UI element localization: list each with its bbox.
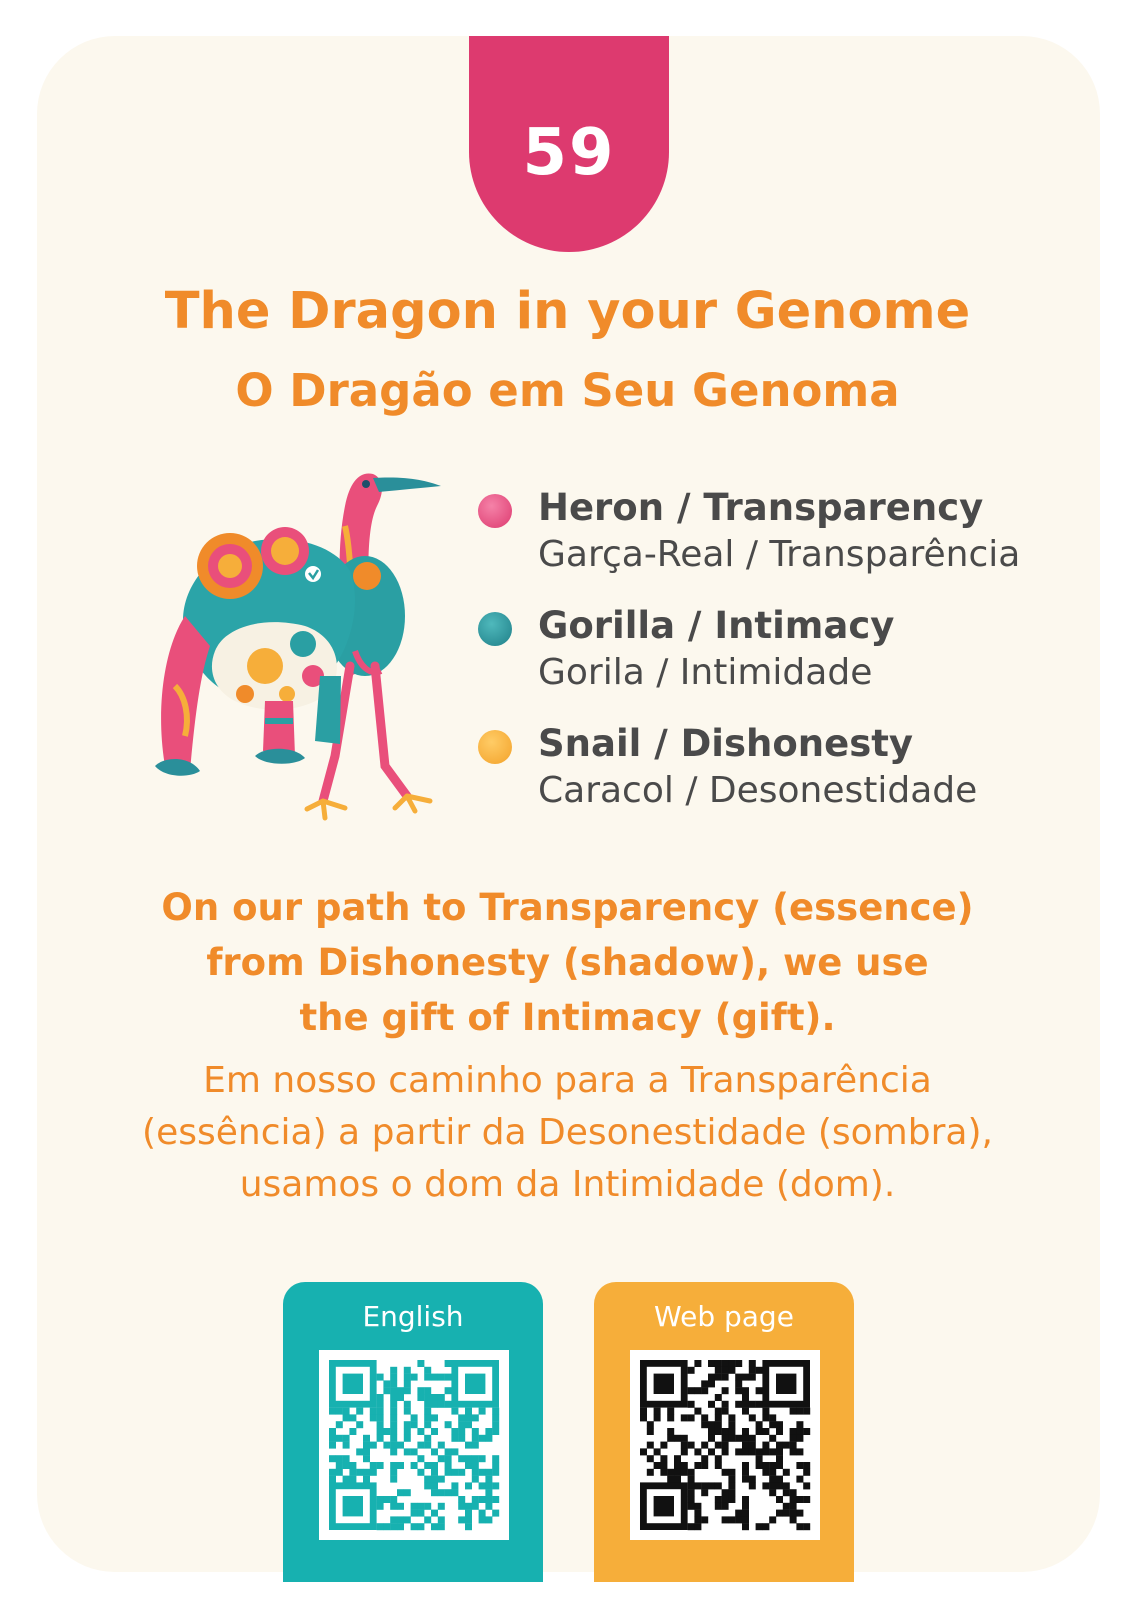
web-page-qr-card[interactable]	[594, 1282, 854, 1582]
legend-gorilla-en: Gorilla / Intimacy	[538, 604, 895, 647]
english-qr-card[interactable]	[283, 1282, 543, 1582]
pink-dot-icon	[478, 494, 512, 528]
orange-dot-icon	[478, 730, 512, 764]
legend-item-gorilla	[478, 602, 1078, 720]
card-number-tab	[469, 36, 669, 252]
web-page-qr-code-icon[interactable]	[630, 1350, 820, 1540]
legend-snail-en: Snail / Dishonesty	[538, 722, 914, 765]
legend-item-snail	[478, 720, 1078, 838]
description-en-line: the gift of Intimacy (gift).	[299, 996, 836, 1039]
web-page-qr-label: Web page	[654, 1300, 794, 1333]
description-pt-line: Em nosso caminho para a Transparência	[203, 1060, 932, 1101]
legend-heron-en: Heron / Transparency	[538, 486, 984, 529]
legend-heron-pt: Garça-Real / Transparência	[538, 534, 1021, 575]
description-pt-line: usamos o dom da Intimidade (dom).	[239, 1164, 896, 1205]
description-pt-line: (essência) a partir da Desonestidade (sombra),	[142, 1112, 993, 1153]
legend-item-heron	[478, 484, 1078, 602]
title-english: The Dragon in your Genome	[164, 282, 971, 341]
legend	[478, 484, 1078, 838]
description-portuguese	[0, 1055, 1135, 1211]
legend-gorilla-pt: Gorila / Intimidade	[538, 652, 873, 693]
title-portuguese: O Dragão em Seu Genoma	[235, 364, 900, 417]
english-qr-code-icon[interactable]	[319, 1350, 509, 1540]
description-en-line: On our path to Transparency (essence)	[161, 886, 974, 929]
teal-dot-icon	[478, 612, 512, 646]
hybrid-creature-illustration	[145, 466, 465, 826]
description-english	[0, 880, 1135, 1045]
card-number: 59	[522, 116, 616, 190]
description-en-line: from Dishonesty (shadow), we use	[206, 941, 929, 984]
english-qr-label: English	[362, 1300, 464, 1333]
legend-snail-pt: Caracol / Desonestidade	[538, 770, 978, 811]
